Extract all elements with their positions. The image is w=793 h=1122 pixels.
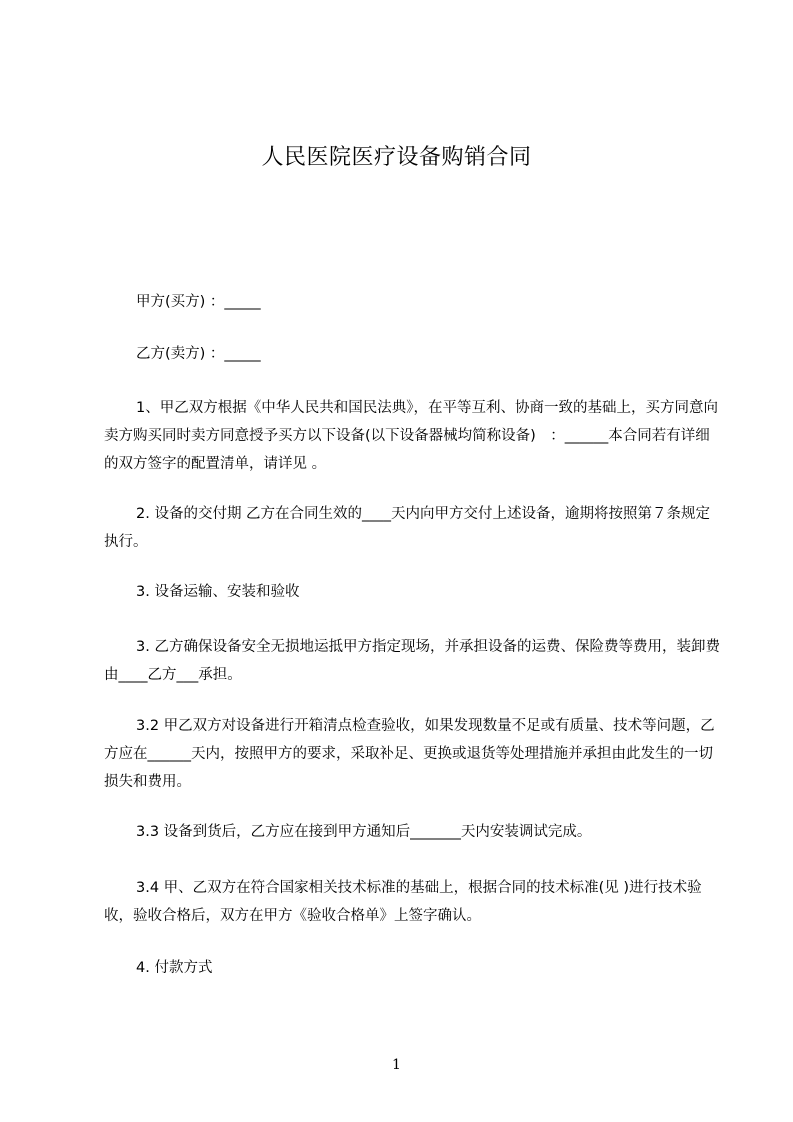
page-number: 1 bbox=[392, 1057, 401, 1073]
clause-3-4: 3.4 甲、乙双方在符合国家相关技术标准的基础上，根据合同的技术标准(见 )进行技术验收，验收合格后，双方在甲方《验收合格单》上签字确认。 bbox=[104, 880, 702, 924]
party-b-line: 乙方(卖方) ：_____ bbox=[136, 346, 261, 362]
clause-2: 2. 设备的交付期 乙方在合同生效的____天内向甲方交付上述设备，逾期将按照第７条规定执行。 bbox=[104, 506, 711, 550]
clause-4-heading: 4. 付款方式 bbox=[136, 960, 213, 976]
clause-3-2: 3.2 甲乙双方对设备进行开箱清点检查验收，如果发现数量不足或有质量、技术等问题，乙方应在______天内，按照甲方的要求，采取补足、更换或退货等处理措施并承担由此发生的一切损失和费用。 bbox=[104, 718, 715, 790]
clause-3-1: 3. 乙方确保设备安全无损地运抵甲方指定现场，并承担设备的运费、保险费等费用，装卸费由____乙方___承担。 bbox=[104, 639, 720, 683]
clause-1: 1、甲乙双方根据《中华人民共和国民法典》，在平等互利、协商一致的基础上，买方同意向卖方购买同时卖方同意授予买方以下设备(以下设备器械均简称设备) ：______本合同若有详细的双方签字的配置清单，请详见 。 bbox=[104, 400, 718, 472]
document-title: 人民医院医疗设备购销合同 bbox=[261, 145, 532, 170]
party-a-line: 甲方(买方) ：_____ bbox=[136, 294, 261, 310]
clause-3-heading: 3. 设备运输、安装和验收 bbox=[136, 584, 300, 600]
clause-3-3: 3.3 设备到货后，乙方应在接到甲方通知后_______天内安装调试完成。 bbox=[136, 824, 592, 840]
